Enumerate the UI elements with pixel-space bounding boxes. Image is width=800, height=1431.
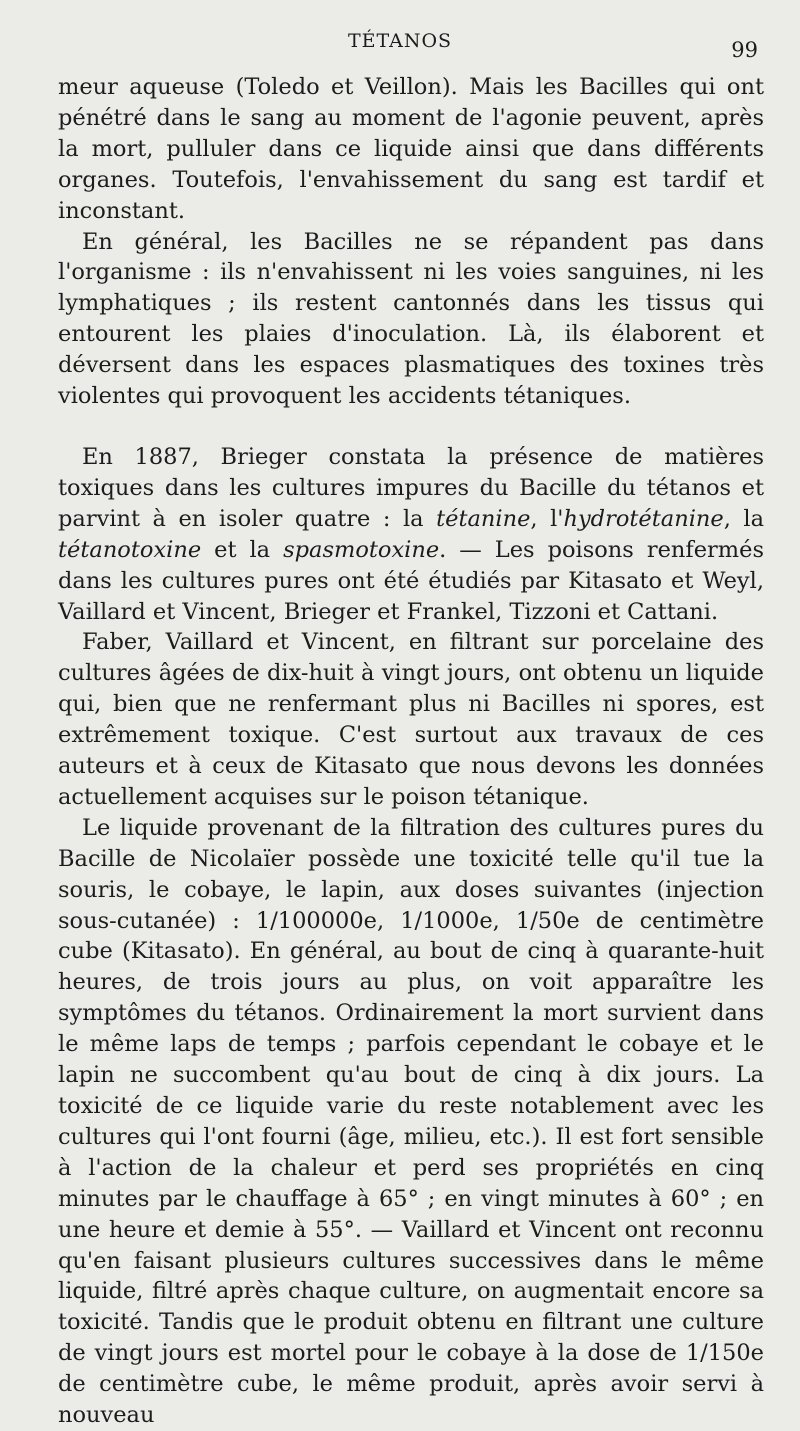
- italic-term: tétanotoxine: [58, 536, 202, 563]
- paragraph: [58, 72, 764, 227]
- page-header: [0, 30, 800, 60]
- text-run: , l': [530, 505, 564, 532]
- text-run: Le liquide provenant de la filtration des cultures pures du Bacille de Nicolaïer possède une toxicité telle qu'il tue la souris, le cobaye, le lapin, aux doses suivantes (injection sous-cutanée) : 1/100000e, 1/1000e, 1/50e de centimètre cube (Kitasato). En général, au bout de cinq à quarante-huit heures, de trois jours au plus, on voit apparaître les symptômes du tétanos. Ordinairement la mort survient dans le même laps de temps ; parfois cependant le cobaye et le lapin ne succombent qu'au bout de cinq à dix jours. La toxicité de ce liquide varie du reste notablement avec les cultures qui l'ont fourni (âge, milieu, etc.). Il est fort sensible à l'action de la chaleur et perd ses propriétés en cinq minutes par le chauffage à 65° ; en vingt minutes à 60° ; en une heure et demie à 55°. — Vaillard et Vincent ont reconnu qu'en faisant plusieurs cultures successives dans le même liquide, filtré après chaque culture, on augmentait encore sa toxicité. Tandis que le produit obtenu en filtrant une culture de vingt jours est mortel pour le cobaye à la dose de 1/150e de centimètre cube, le même produit, après avoir servi à nouveau: [58, 814, 764, 1429]
- text-run: Faber, Vaillard et Vincent, en filtrant sur porcelaine des cultures âgées de dix-huit à vingt jours, ont obtenu un liquide qui, bien que ne renfermant plus ni Bacilles ni spores, est extrêmement toxique. C'est surtout aux travaux de ces auteurs et à ceux de Kitasato que nous devons les données actuellement acquises sur le poison tétanique.: [58, 629, 764, 810]
- paragraph: [58, 627, 764, 812]
- paragraph: [58, 227, 764, 412]
- text-run: et la: [201, 536, 284, 563]
- page-number: 99: [731, 38, 758, 62]
- italic-term: tétanine: [436, 505, 531, 532]
- text-run: . — Les poisons renfermés dans les cultures pures ont été étudiés par Kitasato et Weyl, Vaillard et Vincent, Brieger et Frankel, Tizzoni et Cattani.: [58, 536, 764, 625]
- text-run: En 1887, Brieger constata la présence de matières toxiques dans les cultures impures du Bacille du tétanos et parvint à en isoler quatre : la: [58, 443, 764, 532]
- italic-term: hydrotétanine: [563, 505, 724, 532]
- paragraph: [58, 813, 764, 1431]
- text-run: En général, les Bacilles ne se répandent pas dans l'organisme : ils n'envahissent ni les voies sanguines, ni les lymphatiques ; ils restent cantonnés dans les tissus qui entourent les plaies d'inoculation. Là, ils élaborent et déversent dans les espaces plasmatiques des toxines très violentes qui provoquent les accidents tétaniques.: [58, 228, 764, 410]
- running-title: TÉTANOS: [347, 30, 453, 52]
- text-run: meur aqueuse (Toledo et Veillon). Mais les Bacilles qui ont pénétré dans le sang au moment de l'agonie peuvent, après la mort, pulluler dans ce liquide ainsi que dans différents organes. Toutefois, l'envahissement du sang est tardif et inconstant.: [58, 74, 764, 224]
- body-text: [58, 72, 764, 1431]
- italic-term: spasmotoxine: [283, 536, 440, 563]
- text-run: , la: [723, 505, 764, 532]
- paragraph: [58, 442, 764, 627]
